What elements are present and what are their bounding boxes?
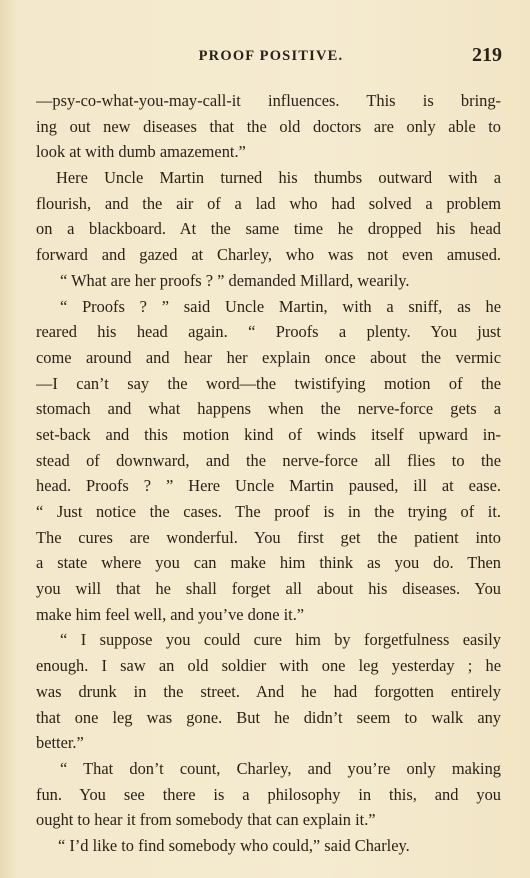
page-header	[40, 44, 502, 70]
text-line: on a blackboard. At the same time he dropped his head	[36, 219, 501, 239]
text-line: —I can’t say the word—the twistifying motion of the	[36, 373, 501, 393]
text-line: flourish, and the air of a lad who had solved a problem	[36, 193, 501, 213]
text-line: head. Proofs ? ” Here Uncle Martin paused, ill at ease.	[36, 476, 501, 496]
text-line: ing out new diseases that the old doctors are only able to	[36, 116, 501, 136]
text-line: set-back and this motion kind of winds itself upward in-	[36, 424, 501, 444]
text-line: ought to hear it from somebody that can explain it.”	[36, 810, 376, 830]
text-line: stead of downward, and the nerve-force all flies to the	[36, 450, 501, 470]
text-line: enough. I saw an old soldier with one leg yesterday ; he	[36, 656, 501, 676]
page-number: 219	[472, 44, 502, 66]
text-line: that one leg was gone. But he didn’t seem to walk any	[36, 707, 501, 727]
body-text	[36, 88, 501, 859]
text-line: look at with dumb amazement.”	[36, 142, 246, 162]
text-line: fun. You see there is a philosophy in this, and you	[36, 784, 501, 804]
text-line: “ I’d like to find somebody who could,” said Charley.	[58, 835, 410, 855]
text-line: reared his head again. “ Proofs a plenty. You just	[36, 322, 501, 342]
text-line: Here Uncle Martin turned his thumbs outward with a	[56, 168, 501, 188]
text-line: “ I suppose you could cure him by forgetfulness easily	[60, 630, 501, 650]
text-line: make him feel well, and you’ve done it.”	[36, 604, 305, 624]
text-line: The cures are wonderful. You first get the patient into	[36, 527, 501, 547]
text-line: “ Proofs ? ” said Uncle Martin, with a sniff, as he	[60, 296, 501, 316]
text-line: stomach and what happens when the nerve-force gets a	[36, 399, 501, 419]
text-line: better.”	[36, 733, 84, 753]
text-line: you will that he shall forget all about his diseases. You	[36, 579, 501, 599]
text-line: a state where you can make him think as you do. Then	[36, 553, 501, 573]
text-line: “ What are her proofs ? ” demanded Millard, wearily.	[60, 270, 410, 290]
text-line: forward and gazed at Charley, who was not even amused.	[36, 245, 501, 265]
text-line: —psy-co-what-you-may-call-it influences. This is bring-	[36, 91, 501, 110]
text-line: “ That don’t count, Charley, and you’re only making	[60, 758, 501, 778]
text-line: “ Just notice the cases. The proof is in the trying of it.	[36, 502, 501, 521]
running-head: PROOF POSITIVE.	[198, 48, 344, 64]
text-line: was drunk in the street. And he had forgotten entirely	[36, 681, 501, 701]
text-line: come around and hear her explain once about the vermic	[36, 347, 501, 367]
